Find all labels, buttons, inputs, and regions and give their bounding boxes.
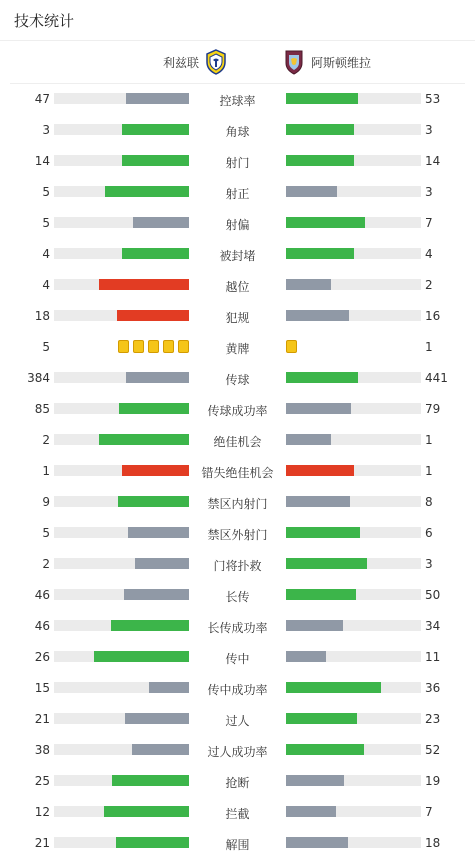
stat-row [0,828,475,859]
stat-row [0,549,475,580]
away-value: 3 [425,557,433,571]
away-bar-fill [286,620,343,631]
away-value: 53 [425,92,441,106]
stat-row [0,580,475,611]
stat-row [0,208,475,239]
stat-label: 越位 [225,280,250,294]
away-value: 36 [425,681,441,695]
away-bar-fill [286,372,358,383]
away-value: 6 [425,526,433,540]
away-value: 34 [425,619,441,633]
away-bar-track [286,837,421,848]
home-value: 12 [34,805,50,819]
home-value: 38 [34,743,50,757]
away-bar-fill [286,744,364,755]
stat-row [0,487,475,518]
away-value: 11 [425,650,441,664]
home-bar-track [54,310,189,321]
away-bar-fill [286,93,358,104]
away-bar-track [286,279,421,290]
away-bar-track [286,558,421,569]
away-bar-track [286,651,421,662]
stat-row [0,332,475,363]
home-bar-fill [122,248,190,259]
home-bar-fill [133,217,189,228]
away-value: 1 [425,433,433,447]
stat-row [0,301,475,332]
away-value: 52 [425,743,441,757]
stat-label: 传球成功率 [207,404,268,418]
away-bar-track [286,310,421,321]
stat-label: 传中 [225,652,250,666]
away-bar-track [286,124,421,135]
home-value: 5 [42,216,50,230]
home-bar-track [54,589,189,600]
away-bar-track [286,806,421,817]
home-value: 384 [27,371,50,385]
home-bar-fill [117,310,189,321]
stat-row [0,115,475,146]
away-bar-track [286,403,421,414]
home-bar-fill [125,713,189,724]
home-value: 21 [34,836,50,850]
away-bar-fill [286,279,331,290]
home-value: 5 [42,340,50,354]
stat-row [0,425,475,456]
stat-label: 长传成功率 [207,621,268,635]
home-team-name: 利兹联 [162,55,199,70]
home-bar-fill [94,651,189,662]
home-bar-track [54,713,189,724]
stat-label: 禁区外射门 [207,528,268,542]
home-bar-fill [135,558,189,569]
home-value: 5 [42,526,50,540]
home-bar-track [54,682,189,693]
away-bar-track [286,372,421,383]
away-bar-fill [286,155,354,166]
stat-label: 射偏 [225,218,250,232]
stat-label: 抢断 [225,776,250,790]
away-yellow-cards [286,340,421,353]
home-bar-fill [116,837,189,848]
home-bar-fill [112,775,189,786]
away-bar-track [286,589,421,600]
home-value: 25 [34,774,50,788]
stat-row [0,84,475,115]
away-value: 1 [425,340,433,354]
home-bar-fill [122,155,190,166]
away-value: 18 [425,836,441,850]
aston-villa-crest-icon [283,49,305,75]
stat-label: 绝佳机会 [213,435,262,449]
away-bar-fill [286,682,381,693]
home-value: 2 [42,557,50,571]
away-bar-track [286,775,421,786]
home-bar-track [54,620,189,631]
home-value: 9 [42,495,50,509]
home-bar-track [54,651,189,662]
teams-header [10,41,465,84]
away-value: 1 [425,464,433,478]
stat-row [0,797,475,828]
stat-row [0,735,475,766]
away-bar-track [286,93,421,104]
stat-label: 角球 [225,125,250,139]
home-yellow-cards [54,340,189,353]
home-value: 2 [42,433,50,447]
away-bar-track [286,248,421,259]
stats-list [0,84,475,859]
home-value: 18 [34,309,50,323]
away-bar-fill [286,527,360,538]
away-bar-fill [286,837,348,848]
home-bar-fill [111,620,189,631]
away-bar-fill [286,248,354,259]
home-bar-track [54,248,189,259]
home-bar-fill [126,372,189,383]
stat-label: 长传 [225,590,250,604]
yellow-card-icon [286,340,297,353]
yellow-card-icon [133,340,144,353]
stat-row [0,704,475,735]
stat-row [0,177,475,208]
stat-label: 传球 [225,373,250,387]
away-bar-track [286,744,421,755]
home-bar-fill [105,186,189,197]
home-bar-track [54,465,189,476]
stat-label: 犯规 [225,311,250,325]
stat-row [0,673,475,704]
stat-row [0,766,475,797]
away-bar-track [286,186,421,197]
home-value: 3 [42,123,50,137]
home-bar-track [54,837,189,848]
away-value: 8 [425,495,433,509]
stat-label: 解围 [225,838,250,852]
away-bar-fill [286,775,344,786]
stat-label: 过人 [225,714,250,728]
leeds-crest-icon [205,49,227,75]
away-value: 3 [425,185,433,199]
home-value: 14 [34,154,50,168]
stat-label: 拦截 [225,807,250,821]
away-bar-track [286,217,421,228]
home-bar-fill [149,682,189,693]
home-bar-fill [132,744,189,755]
away-bar-fill [286,651,326,662]
home-value: 47 [34,92,50,106]
stat-label: 被封堵 [219,249,256,263]
home-bar-track [54,558,189,569]
stat-label: 传中成功率 [207,683,268,697]
stat-label: 过人成功率 [207,745,268,759]
home-bar-track [54,279,189,290]
away-value: 14 [425,154,441,168]
stat-label: 门将扑救 [213,559,262,573]
home-bar-track [54,806,189,817]
home-bar-track [54,775,189,786]
away-bar-track [286,713,421,724]
away-value: 4 [425,247,433,261]
away-bar-fill [286,465,354,476]
home-value: 5 [42,185,50,199]
away-bar-fill [286,589,356,600]
home-bar-track [54,372,189,383]
away-bar-fill [286,403,351,414]
away-bar-track [286,682,421,693]
away-value: 7 [425,216,433,230]
away-bar-fill [286,558,367,569]
stat-row [0,642,475,673]
away-bar-track [286,434,421,445]
stat-row [0,363,475,394]
away-bar-track [286,496,421,507]
home-bar-fill [124,589,189,600]
home-bar-fill [118,496,189,507]
away-bar-fill [286,806,336,817]
home-value: 46 [34,619,50,633]
away-team[interactable] [237,49,465,75]
away-bar-track [286,620,421,631]
stat-row [0,394,475,425]
home-bar-track [54,527,189,538]
home-bar-fill [99,434,189,445]
stat-row [0,518,475,549]
stat-label: 黄牌 [225,342,250,356]
page-title: 技术统计 [0,0,475,41]
stat-row [0,270,475,301]
away-bar-track [286,465,421,476]
away-value: 79 [425,402,441,416]
away-value: 23 [425,712,441,726]
away-bar-fill [286,124,354,135]
home-bar-track [54,186,189,197]
away-value: 16 [425,309,441,323]
home-bar-track [54,403,189,414]
home-bar-fill [126,93,189,104]
home-bar-fill [122,465,190,476]
away-bar-fill [286,496,350,507]
home-bar-fill [128,527,189,538]
home-bar-track [54,744,189,755]
home-bar-fill [99,279,189,290]
home-value: 85 [34,402,50,416]
yellow-card-icon [148,340,159,353]
away-team-name: 阿斯顿维拉 [311,55,372,70]
home-bar-fill [122,124,190,135]
stat-label: 控球率 [219,94,256,108]
home-value: 15 [34,681,50,695]
yellow-card-icon [163,340,174,353]
stat-row [0,146,475,177]
away-bar-track [286,527,421,538]
home-bar-track [54,93,189,104]
home-bar-track [54,217,189,228]
home-value: 46 [34,588,50,602]
away-bar-track [286,155,421,166]
home-value: 26 [34,650,50,664]
yellow-card-icon [178,340,189,353]
home-bar-track [54,496,189,507]
stat-label: 错失绝佳机会 [201,466,274,480]
away-value: 2 [425,278,433,292]
home-bar-fill [104,806,189,817]
away-bar-fill [286,310,349,321]
stat-label: 禁区内射门 [207,497,268,511]
away-bar-fill [286,186,337,197]
stat-row [0,456,475,487]
home-team[interactable] [10,49,237,75]
home-bar-track [54,124,189,135]
away-bar-fill [286,434,331,445]
away-value: 3 [425,123,433,137]
home-bar-fill [119,403,189,414]
away-value: 7 [425,805,433,819]
away-value: 441 [425,371,448,385]
away-value: 19 [425,774,441,788]
home-bar-track [54,155,189,166]
home-value: 4 [42,247,50,261]
home-value: 4 [42,278,50,292]
stat-row [0,611,475,642]
away-bar-fill [286,713,357,724]
stat-row [0,239,475,270]
stat-label: 射门 [225,156,250,170]
yellow-card-icon [118,340,129,353]
away-value: 50 [425,588,441,602]
stat-label: 射正 [225,187,250,201]
home-value: 21 [34,712,50,726]
away-bar-fill [286,217,365,228]
home-bar-track [54,434,189,445]
home-value: 1 [42,464,50,478]
